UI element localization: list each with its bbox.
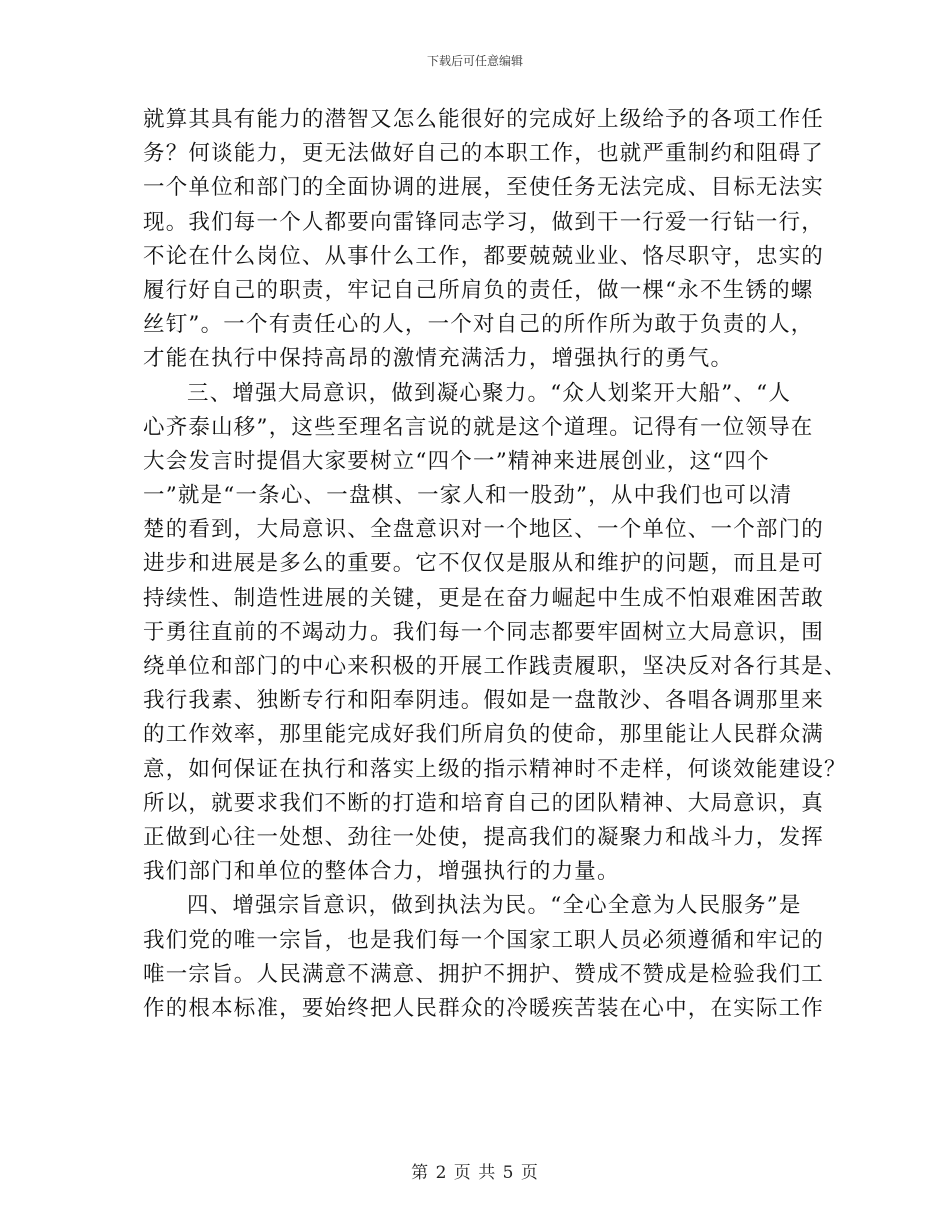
text-line: 所以，就要求我们不断的打造和培育自己的团队精神、大局意识，真	[143, 790, 825, 816]
document-body	[143, 103, 847, 1026]
text-line: 履行好自己的职责，牢记自己所肩负的责任，做一棵“永不生锈的螺	[143, 277, 814, 303]
text-line: 才能在执行中保持高昂的激情充满活力，增强执行的勇气。	[143, 346, 734, 372]
text-line: 大会发言时提倡大家要树立“四个一”精神来进展创业，这“四个	[143, 448, 770, 474]
text-line: 我行我素、独断专行和阳奉阴违。假如是一盘散沙、各唱各调那里来	[143, 688, 825, 714]
text-line: 作的根本标准，要始终把人民群众的冷暖疾苦装在心中，在实际工作	[143, 995, 825, 1021]
text-line: 不论在什么岗位、从事什么工作，都要兢兢业业、恪尽职守，忠实的	[143, 243, 825, 269]
text-line: 务？何谈能力，更无法做好自己的本职工作，也就严重制约和阻碍了	[143, 141, 825, 167]
text-line: 持续性、制造性进展的关键，更是在奋力崛起中生成不怕艰难困苦敢	[143, 585, 825, 611]
text-line: 绕单位和部门的中心来积极的开展工作践责履职，坚决反对各行其是、	[143, 654, 847, 679]
text-line: 于勇往直前的不竭动力。我们每一个同志都要牢固树立大局意识，围	[143, 619, 825, 645]
text-line: 一个单位和部门的全面协调的进展，至使任务无法完成、目标无法实	[143, 175, 825, 201]
text-line: 的工作效率，那里能完成好我们所肩负的使命，那里能让人民群众满	[143, 722, 825, 748]
text-line: 我们党的唯一宗旨，也是我们每一个国家工职人员必须遵循和牢记的	[143, 927, 825, 953]
text-line: 进步和进展是多么的重要。它不仅仅是服从和维护的问题，而且是可	[143, 551, 825, 577]
text-line: 楚的看到，大局意识、全盘意识对一个地区、一个单位、一个部门的	[143, 517, 825, 543]
page-header-note: 下载后可任意编辑	[426, 54, 523, 68]
text-line: 四、增强宗旨意识，做到执法为民。“全心全意为人民服务”是	[187, 893, 802, 919]
text-line: 现。我们每一个人都要向雷锋同志学习，做到干一行爱一行钻一行，	[143, 209, 825, 235]
text-line: 心齐泰山移”，这些至理名言说的就是这个道理。记得有一位领导在	[143, 414, 814, 440]
text-line: 意，如何保证在执行和落实上级的指示精神时不走样，何谈效能建设？	[143, 756, 847, 782]
page-number-footer: 第 2 页 共 5 页	[411, 1163, 539, 1183]
text-line: 丝钉”。一个有责任心的人，一个对自己的所作所为敢于负责的人，	[143, 312, 814, 338]
text-line: 唯一宗旨。人民满意不满意、拥护不拥护、赞成不赞成是检验我们工	[143, 961, 825, 987]
text-line: 一”就是“一条心、一盘棋、一家人和一股劲”，从中我们也可以清	[143, 483, 793, 509]
text-line: 就算其具有能力的潜智又怎么能很好的完成好上级给予的各项工作任	[143, 107, 825, 132]
text-line: 我们部门和单位的整体合力，增强执行的力量。	[143, 859, 620, 885]
text-line: 正做到心往一处想、劲往一处使，提高我们的凝聚力和战斗力，发挥	[143, 824, 825, 850]
text-line: 三、增强大局意识，做到凝心聚力。“众人划桨开大船”、“人	[187, 380, 792, 406]
